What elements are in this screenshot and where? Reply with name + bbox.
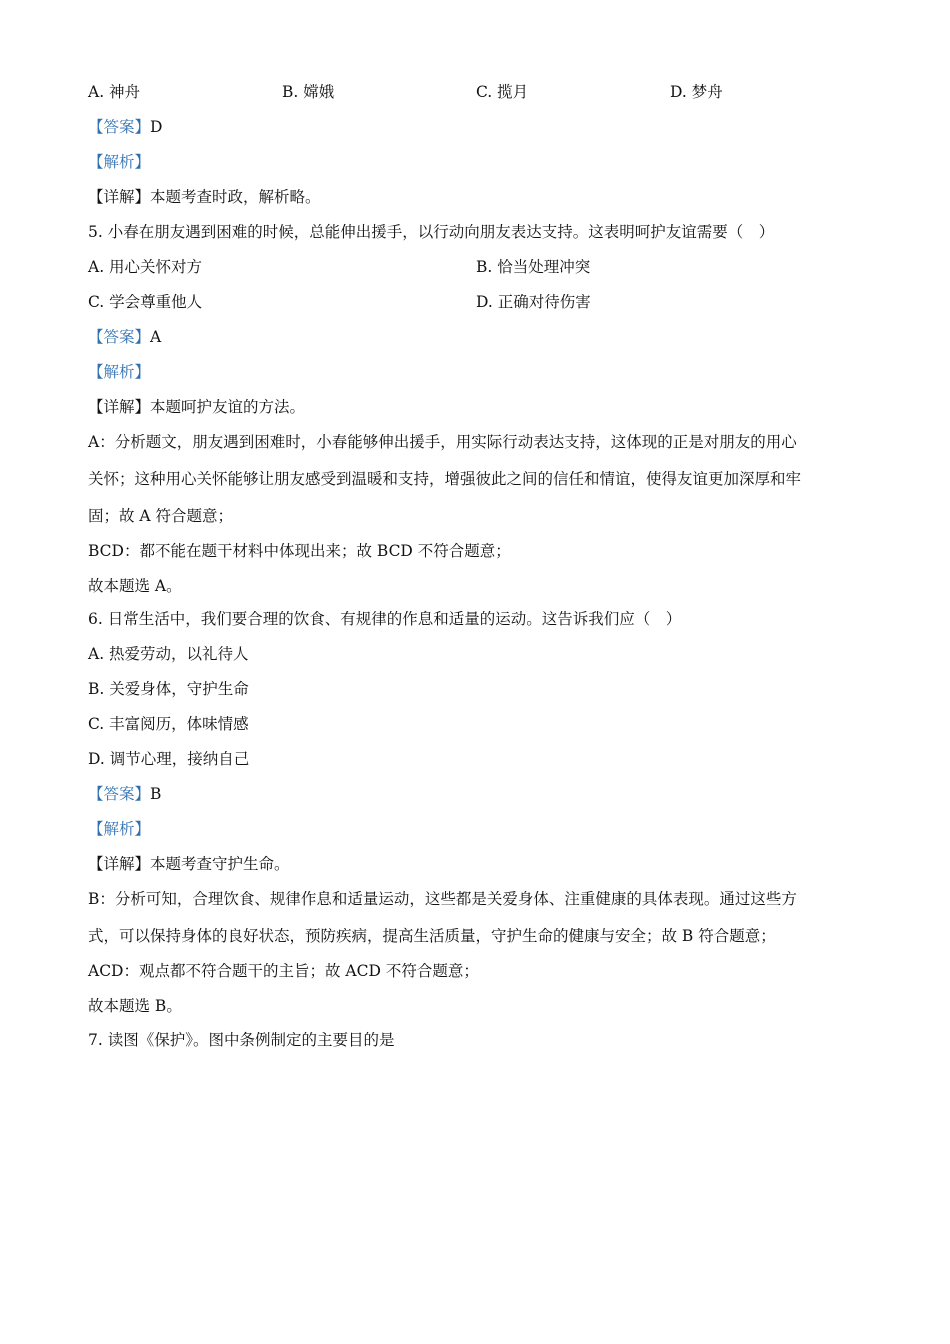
q6-answer: B xyxy=(150,785,162,803)
q4-analysis-tag: 【解析】 xyxy=(88,153,151,171)
q4-answer: D xyxy=(150,118,163,136)
q7-stem: 7. 读图《保护》。图中条例制定的主要目的是 xyxy=(88,1031,395,1049)
q5-analysis-line: A：分析题文，朋友遇到困难时，小春能够伸出援手，用实际行动表达支持，这体现的正是对朋友的用心 xyxy=(88,433,797,451)
q6-answer-line xyxy=(88,784,161,804)
q6-conclusion: 故本题选 B。 xyxy=(88,997,182,1015)
q4-option-d: D. 梦舟 xyxy=(670,83,723,101)
q6-option-b: B. 关爱身体，守护生命 xyxy=(88,680,249,698)
q5-stem: 5. 小春在朋友遇到困难的时候，总能伸出援手，以行动向朋友表达支持。这表明呵护友谊需要（ ） xyxy=(88,223,775,241)
answer-tag: 【答案】 xyxy=(88,785,151,803)
q4-detail: 【详解】本题考查时政，解析略。 xyxy=(88,188,321,206)
q6-option-a: A. 热爱劳动，以礼待人 xyxy=(88,645,249,663)
q5-analysis-line: BCD：都不能在题干材料中体现出来；故 BCD 不符合题意； xyxy=(88,542,511,560)
q5-answer-line xyxy=(88,327,161,347)
answer-tag: 【答案】 xyxy=(88,328,151,346)
q5-analysis-tag: 【解析】 xyxy=(88,363,151,381)
q6-stem: 6. 日常生活中，我们要合理的饮食、有规律的作息和适量的运动。这告诉我们应（ ） xyxy=(88,610,682,628)
q6-analysis-line: B：分析可知，合理饮食、规律作息和适量运动，这些都是关爱身体、注重健康的具体表现。通过这些方 xyxy=(88,890,797,908)
q5-option-d: D. 正确对待伤害 xyxy=(476,293,591,311)
q4-answer-line xyxy=(88,117,162,137)
q6-option-c: C. 丰富阅历，体味情感 xyxy=(88,715,249,733)
q4-option-b: B. 嫦娥 xyxy=(282,83,335,101)
q6-analysis-line: ACD：观点都不符合题干的主旨；故 ACD 不符合题意； xyxy=(88,962,479,980)
q6-detail: 【详解】本题考查守护生命。 xyxy=(88,855,290,873)
q6-analysis-tag: 【解析】 xyxy=(88,820,151,838)
q5-option-a: A. 用心关怀对方 xyxy=(88,258,203,276)
q5-analysis-line: 关怀；这种用心关怀能够让朋友感受到温暖和支持，增强彼此之间的信任和情谊，使得友谊更加深厚和牢 xyxy=(88,470,802,488)
q6-option-d: D. 调节心理，接纳自己 xyxy=(88,750,250,768)
q5-detail: 【详解】本题呵护友谊的方法。 xyxy=(88,398,306,416)
q5-answer: A xyxy=(150,328,162,346)
q5-analysis-line: 固；故 A 符合题意； xyxy=(88,507,234,525)
answer-tag: 【答案】 xyxy=(88,118,151,136)
q4-option-c: C. 揽月 xyxy=(476,83,529,101)
q5-option-c: C. 学会尊重他人 xyxy=(88,293,203,311)
q5-conclusion: 故本题选 A。 xyxy=(88,577,182,595)
q5-option-b: B. 恰当处理冲突 xyxy=(476,258,591,276)
q4-option-a: A. 神舟 xyxy=(88,83,141,101)
q6-analysis-line: 式，可以保持身体的良好状态，预防疾病，提高生活质量，守护生命的健康与安全；故 B 符合题意； xyxy=(88,927,776,945)
